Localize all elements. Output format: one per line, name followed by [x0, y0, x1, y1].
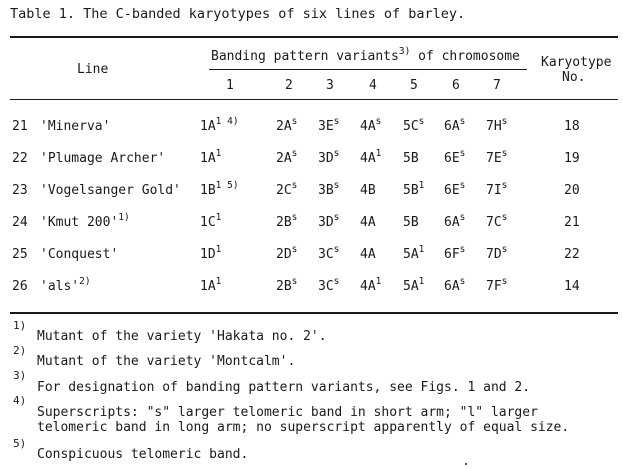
variant-base: 5B	[403, 215, 419, 230]
chromosome-variant	[276, 180, 298, 198]
header-bottom-rule	[10, 99, 618, 100]
chromosome-number: 7	[493, 78, 501, 93]
chromosome-variant	[318, 212, 340, 230]
header-banding	[211, 46, 520, 64]
variant-superscript: s	[418, 116, 425, 127]
variant-superscript: 1	[215, 148, 222, 159]
chromosome-number: 5	[410, 78, 418, 93]
header-banding-tail: of chromosome	[418, 49, 520, 64]
chromosome-variant	[403, 116, 425, 134]
variant-base: 3E	[318, 119, 334, 134]
row-number: 25	[12, 247, 28, 262]
variant-base: 4A	[360, 247, 376, 262]
header-karyotype-no: No.	[562, 70, 586, 85]
variant-superscript: s	[291, 244, 298, 255]
chromosome-variant	[318, 244, 340, 262]
chromosome-variant	[200, 148, 222, 166]
variant-base: 6A	[444, 215, 460, 230]
chromosome-variant	[276, 244, 298, 262]
variant-base: 2B	[276, 215, 292, 230]
variant-base: 4A	[360, 151, 376, 166]
variant-base: 7F	[486, 279, 502, 294]
variant-superscript: s	[459, 276, 466, 287]
header-karyotype: Karyotype	[541, 55, 612, 70]
variant-base: 1B	[200, 183, 216, 198]
variant-superscript: s	[501, 180, 508, 191]
variant-base: 7H	[486, 119, 502, 134]
variant-superscript: 1	[215, 276, 222, 287]
variant-base: 2C	[276, 183, 292, 198]
variant-base: 6A	[444, 279, 460, 294]
chromosome-variant	[360, 248, 376, 261]
variant-base: 2A	[276, 119, 292, 134]
header-banding-text: Banding pattern variants	[211, 49, 399, 64]
row-number: 23	[12, 183, 28, 198]
variant-base: 5C	[403, 119, 419, 134]
row-line-name	[40, 152, 165, 165]
variant-superscript: s	[333, 276, 340, 287]
variant-superscript: s	[291, 148, 298, 159]
chromosome-variant	[360, 276, 382, 294]
chromosome-variant	[200, 116, 239, 134]
line-footnote-mark: 1)	[118, 212, 130, 223]
variant-superscript: 1	[375, 276, 382, 287]
chromosome-variant	[403, 244, 425, 262]
variant-base: 6E	[444, 183, 460, 198]
line-name-text: 'als'	[40, 279, 80, 294]
variant-superscript: s	[459, 116, 466, 127]
variant-base: 6A	[444, 119, 460, 134]
chromosome-variant	[200, 212, 222, 230]
banding-group-rule	[209, 69, 527, 70]
chromosome-variant	[360, 216, 376, 229]
variant-superscript: 1	[418, 244, 425, 255]
chromosome-variant	[486, 244, 508, 262]
chromosome-variant	[444, 276, 466, 294]
variant-base: 3C	[318, 247, 334, 262]
karyotype-number: 22	[564, 247, 580, 262]
variant-superscript: s	[501, 244, 508, 255]
variant-superscript: s	[333, 212, 340, 223]
header-banding-mark: 3)	[398, 46, 411, 57]
karyotype-number: 21	[564, 215, 580, 230]
chromosome-variant	[360, 148, 382, 166]
footnote-text: Conspicuous telomeric band.	[37, 447, 249, 462]
chromosome-variant	[444, 244, 466, 262]
table-caption: Table 1. The C-banded karyotypes of six lines of barley.	[10, 6, 466, 22]
row-number: 26	[12, 279, 28, 294]
bottom-rule	[10, 312, 618, 314]
variant-superscript: s	[291, 212, 298, 223]
variant-superscript: s	[501, 116, 508, 127]
variant-base: 5A	[403, 279, 419, 294]
footnote-text: Superscripts: "s" larger telomeric band in short arm; "l" larger	[37, 405, 538, 420]
variant-superscript: s	[459, 148, 466, 159]
variant-base: 5A	[403, 247, 419, 262]
variant-superscript: s	[459, 180, 466, 191]
footnote-text: Mutant of the variety 'Hakata no. 2'.	[37, 329, 327, 344]
variant-base: 2D	[276, 247, 292, 262]
chromosome-number: 1	[226, 78, 234, 93]
chromosome-variant	[200, 244, 222, 262]
chromosome-variant	[444, 180, 466, 198]
chromosome-number: 2	[285, 78, 293, 93]
karyotype-number: 18	[564, 119, 580, 134]
variant-superscript: s	[501, 276, 508, 287]
variant-superscript: s	[501, 148, 508, 159]
row-line-name	[40, 120, 110, 133]
chromosome-variant	[318, 276, 340, 294]
chromosome-variant	[200, 180, 239, 198]
chromosome-variant	[318, 116, 340, 134]
chromosome-variant	[276, 148, 298, 166]
variant-superscript: 1	[418, 180, 425, 191]
chromosome-variant	[318, 148, 340, 166]
line-name-text: 'Conquest'	[40, 247, 119, 262]
variant-superscript: 1	[215, 212, 222, 223]
footnote-mark: 2)	[13, 344, 27, 357]
chromosome-number: 6	[452, 78, 460, 93]
karyotype-number: 19	[564, 151, 580, 166]
chromosome-variant	[276, 116, 298, 134]
row-line-name	[40, 212, 130, 230]
variant-superscript: 1	[418, 276, 425, 287]
footnote-mark: 3)	[13, 369, 27, 382]
variant-base: 3D	[318, 151, 334, 166]
variant-superscript: s	[291, 116, 298, 127]
chromosome-variant	[486, 276, 508, 294]
chromosome-variant	[486, 116, 508, 134]
chromosome-variant	[403, 180, 425, 198]
variant-base: 3D	[318, 215, 334, 230]
chromosome-variant	[200, 276, 222, 294]
karyotype-number: 14	[564, 279, 580, 294]
line-name-text: 'Minerva'	[40, 119, 111, 134]
variant-superscript: 1	[215, 244, 222, 255]
variant-superscript: 1 4)	[215, 116, 239, 127]
header-line: Line	[77, 62, 109, 77]
chromosome-variant	[486, 148, 508, 166]
footnote-text: Mutant of the variety 'Montcalm'.	[37, 354, 296, 369]
variant-base: 2B	[276, 279, 292, 294]
variant-base: 6F	[444, 247, 460, 262]
chromosome-variant	[444, 148, 466, 166]
variant-superscript: 1 5)	[215, 180, 239, 191]
variant-base: 4A	[360, 215, 376, 230]
chromosome-variant	[360, 184, 376, 197]
variant-base: 7I	[486, 183, 502, 198]
variant-base: 4B	[360, 183, 376, 198]
footnote-text: telomeric band in long arm; no superscript apparently of equal size.	[37, 420, 570, 435]
karyotype-number: 20	[564, 183, 580, 198]
footnote-mark: 1)	[13, 319, 27, 332]
chromosome-variant	[486, 212, 508, 230]
variant-superscript: s	[333, 148, 340, 159]
variant-superscript: s	[459, 244, 466, 255]
line-name-text: 'Kmut 200'	[40, 215, 119, 230]
footnote-mark: 5)	[13, 437, 27, 450]
line-name-text: 'Vogelsanger Gold'	[40, 183, 181, 198]
chromosome-variant	[444, 116, 466, 134]
row-number: 24	[12, 215, 28, 230]
chromosome-variant	[403, 216, 419, 229]
speck-mark	[465, 463, 467, 465]
variant-superscript: s	[333, 244, 340, 255]
row-number: 22	[12, 151, 28, 166]
chromosome-number: 3	[326, 78, 334, 93]
chromosome-variant	[276, 212, 298, 230]
chromosome-variant	[403, 276, 425, 294]
chromosome-variant	[318, 180, 340, 198]
variant-base: 1A	[200, 119, 216, 134]
top-rule	[10, 36, 618, 38]
line-footnote-mark: 2)	[79, 276, 91, 287]
variant-superscript: s	[291, 276, 298, 287]
variant-base: 7D	[486, 247, 502, 262]
variant-superscript: s	[375, 116, 382, 127]
variant-base: 3C	[318, 279, 334, 294]
variant-superscript: s	[291, 180, 298, 191]
chromosome-variant	[486, 180, 508, 198]
chromosome-variant	[403, 152, 419, 165]
variant-base: 4A	[360, 279, 376, 294]
line-name-text: 'Plumage Archer'	[40, 151, 166, 166]
variant-base: 1A	[200, 151, 216, 166]
variant-base: 3B	[318, 183, 334, 198]
variant-base: 6E	[444, 151, 460, 166]
footnote-mark: 4)	[13, 394, 27, 407]
variant-superscript: s	[333, 116, 340, 127]
footnote-text: For designation of banding pattern variants, see Figs. 1 and 2.	[37, 380, 531, 395]
row-number: 21	[12, 119, 28, 134]
variant-superscript: s	[333, 180, 340, 191]
variant-base: 1A	[200, 279, 216, 294]
chromosome-variant	[444, 212, 466, 230]
variant-base: 7C	[486, 215, 502, 230]
chromosome-number: 4	[369, 78, 377, 93]
variant-superscript: s	[501, 212, 508, 223]
variant-base: 7E	[486, 151, 502, 166]
variant-base: 5B	[403, 183, 419, 198]
chromosome-variant	[360, 116, 382, 134]
row-line-name	[40, 276, 91, 294]
variant-base: 1D	[200, 247, 216, 262]
variant-base: 2A	[276, 151, 292, 166]
variant-superscript: s	[459, 212, 466, 223]
variant-base: 4A	[360, 119, 376, 134]
variant-superscript: 1	[375, 148, 382, 159]
chromosome-variant	[276, 276, 298, 294]
variant-base: 5B	[403, 151, 419, 166]
row-line-name	[40, 184, 181, 197]
row-line-name	[40, 248, 118, 261]
variant-base: 1C	[200, 215, 216, 230]
